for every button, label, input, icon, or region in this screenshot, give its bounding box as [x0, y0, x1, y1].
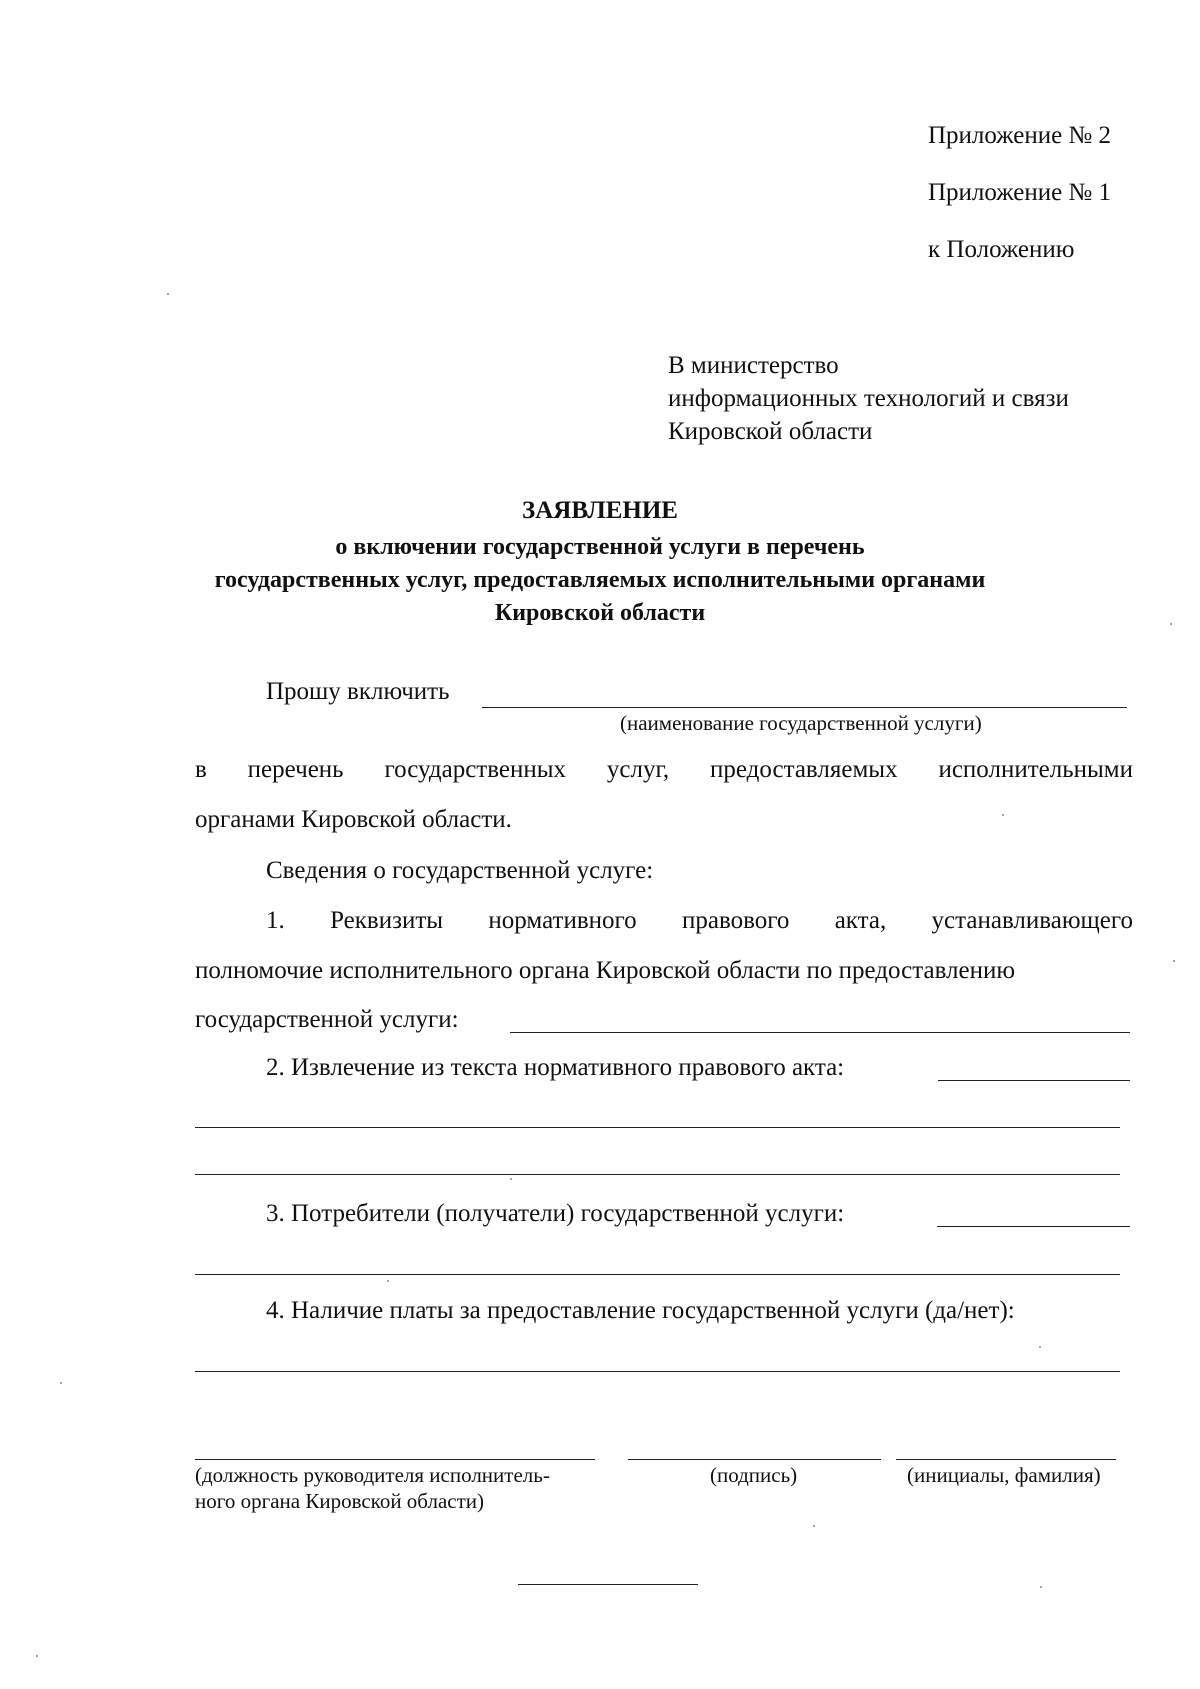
service-name-field[interactable]: [482, 707, 1127, 708]
scan-speck: [1040, 1586, 1042, 1588]
scan-speck: [1039, 1346, 1041, 1348]
to-regulation-label: к Положению: [928, 236, 1075, 263]
extract-field-3[interactable]: [195, 1174, 1120, 1175]
scan-speck: [813, 1525, 815, 1527]
item-1-line-3: государственной услуги:: [195, 1006, 459, 1033]
consumers-field-2[interactable]: [195, 1274, 1120, 1275]
service-name-caption: (наименование государственной услуги): [620, 711, 982, 735]
scan-speck: [167, 293, 169, 295]
fee-field[interactable]: [195, 1371, 1120, 1372]
item-2-label: 2. Извлечение из текста нормативного правового акта:: [266, 1054, 845, 1081]
extract-field-1[interactable]: [938, 1080, 1130, 1081]
scan-speck: [1173, 960, 1175, 962]
scan-speck: [510, 1178, 512, 1180]
name-signature-line[interactable]: [896, 1459, 1116, 1460]
appendix-1-label: Приложение № 1: [928, 179, 1112, 206]
title-subline-2: государственных услуг, предоставляемых исполнительными органами: [214, 567, 986, 593]
item-4-label: 4. Наличие платы за предоставление государственной услуги (да/нет):: [266, 1297, 1015, 1324]
position-signature-line[interactable]: [195, 1459, 595, 1460]
item-1-line-2: полномочие исполнительного органа Кировской области по предоставлению: [195, 957, 1016, 984]
request-continuation-line-2: органами Кировской области.: [195, 806, 512, 833]
item-1-line-1: 1. Реквизиты нормативного правового акта, устанавливающего: [266, 907, 1133, 934]
addressee-line-2: информационных технологий и связи: [668, 385, 1069, 412]
position-caption-line-2: ного органа Кировской области): [195, 1489, 484, 1513]
extract-field-2[interactable]: [195, 1127, 1120, 1128]
request-prefix: Прошу включить: [266, 678, 450, 705]
signature-caption: (подпись): [710, 1463, 798, 1487]
name-caption: (инициалы, фамилия): [907, 1463, 1101, 1487]
signature-line[interactable]: [628, 1459, 881, 1460]
scan-speck: [387, 1280, 389, 1282]
title-subline-1: о включении государственной услуги в перечень: [335, 534, 865, 560]
closing-divider: [518, 1584, 698, 1585]
item-3-label: 3. Потребители (получатели) государственной услуги:: [266, 1200, 845, 1227]
document-title: ЗАЯВЛЕНИЕ: [522, 497, 678, 524]
request-continuation-line-1: в перечень государственных услуг, предоставляемых исполнительными: [195, 756, 1133, 783]
scan-speck: [1002, 814, 1004, 816]
legal-act-details-field[interactable]: [510, 1032, 1130, 1033]
scan-speck: [60, 1382, 62, 1384]
consumers-field-1[interactable]: [937, 1226, 1130, 1227]
title-subline-3: Кировской области: [494, 600, 706, 626]
addressee-line-3: Кировской области: [668, 418, 873, 445]
position-caption-line-1: (должность руководителя исполнитель-: [195, 1463, 550, 1487]
scan-speck: [36, 1655, 38, 1657]
appendix-2-label: Приложение № 2: [928, 122, 1112, 149]
info-heading: Сведения о государственной услуге:: [266, 857, 654, 884]
addressee-line-1: В министерство: [668, 352, 839, 379]
scan-speck: [1170, 623, 1172, 625]
